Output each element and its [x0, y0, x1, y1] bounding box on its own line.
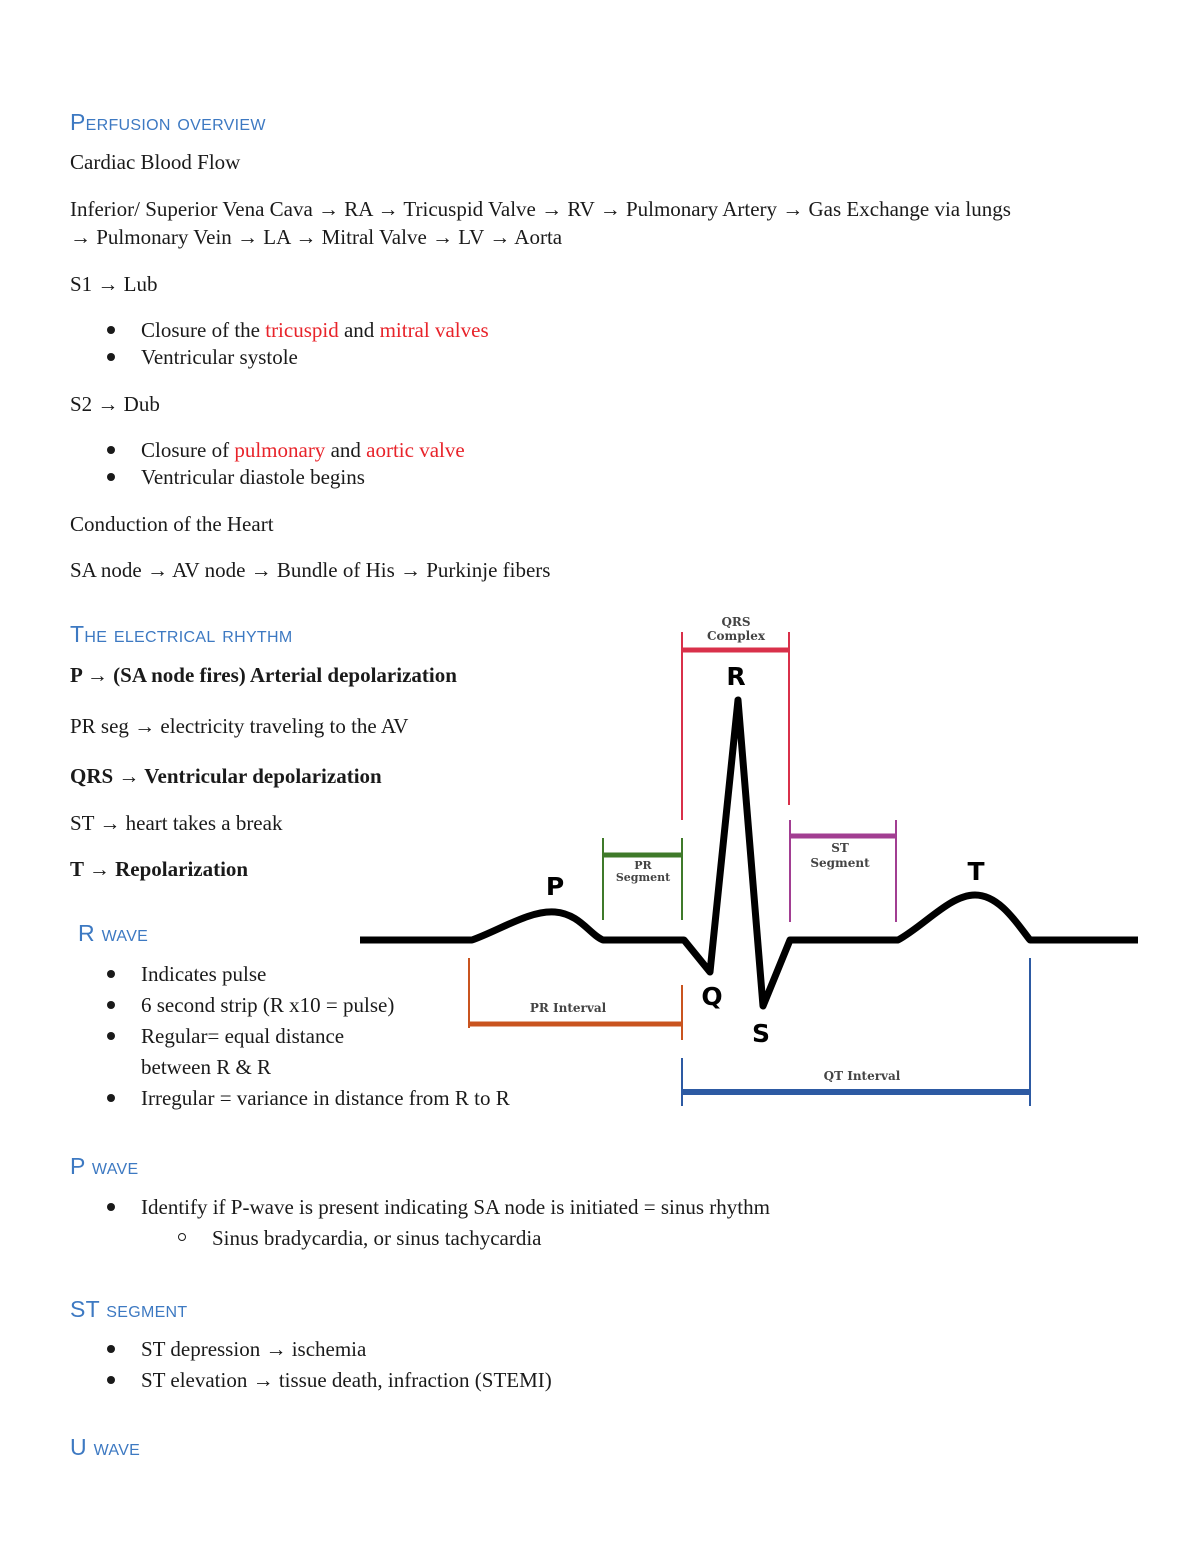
heading-perfusion-overview: Perfusion overview — [70, 109, 266, 135]
q-wave-letter: Q — [701, 982, 723, 1011]
s-wave-letter: S — [751, 1019, 771, 1048]
pr-segment-label-2: Segment — [615, 871, 671, 884]
r-wave-bullet-2: 6 second strip (R x10 = pulse) — [141, 993, 395, 1017]
s2-bullet-diastole: Ventricular diastole begins — [141, 465, 365, 489]
ecg-trace-line — [360, 700, 1138, 1006]
heading-st-segment: ST segment — [70, 1296, 188, 1322]
aortic-valve-highlight: aortic valve — [366, 438, 465, 462]
st-segment-label-1: ST — [831, 841, 849, 855]
rhythm-pr: PR seg → electricity traveling to the AV — [70, 714, 409, 738]
s2-and-text: and — [325, 438, 367, 462]
t-wave-letter: T — [967, 857, 985, 886]
qrs-complex-label-2: Complex — [707, 629, 765, 643]
s2-heading: S2 → Dub — [70, 392, 160, 416]
s1-bullet-systole: Ventricular systole — [141, 345, 298, 369]
p-wave-bullet-1: Identify if P-wave is present indicating SA node is initiated = sinus rhythm — [141, 1195, 770, 1219]
r-wave-bullet-4: Irregular = variance in distance from R to R — [141, 1086, 510, 1110]
qrs-complex-label-1: QRS — [721, 615, 751, 629]
rhythm-st: ST → heart takes a break — [70, 811, 283, 835]
s2-closure-text: Closure of — [141, 438, 235, 462]
s1-closure-text: Closure of the — [141, 318, 266, 342]
qt-interval-label: QT Interval — [823, 1069, 901, 1083]
blood-flow-path-line2: → Pulmonary Vein → LA → Mitral Valve → LV → Aorta — [70, 225, 563, 249]
cardiac-blood-flow-title: Cardiac Blood Flow — [70, 150, 241, 174]
s1-and-text: and — [338, 318, 380, 342]
s1-heading: S1 → Lub — [70, 272, 158, 296]
blood-flow-path-line1: Inferior/ Superior Vena Cava → RA → Tricuspid Valve → RV → Pulmonary Artery → Gas Exchange via lungs — [70, 197, 1011, 221]
p-wave-sub-bullet: Sinus bradycardia, or sinus tachycardia — [212, 1226, 542, 1250]
heading-electrical-rhythm: The electrical rhythm — [70, 621, 293, 647]
r-wave-letter: R — [726, 662, 746, 691]
heading-p-wave: P wave — [70, 1153, 139, 1179]
r-wave-bullet-3-cont: between R & R — [141, 1055, 272, 1079]
r-wave-bullet-1: Indicates pulse — [141, 962, 267, 986]
pr-segment-label-1: PR — [634, 859, 652, 872]
rhythm-p: P → (SA node fires) Arterial depolarization — [70, 663, 457, 687]
heading-u-wave: U wave — [70, 1434, 141, 1460]
tricuspid-highlight: tricuspid — [265, 318, 339, 342]
mitral-valves-highlight: mitral valves — [379, 318, 489, 342]
conduction-path: SA node → AV node → Bundle of His → Purkinje fibers — [70, 558, 551, 582]
conduction-title: Conduction of the Heart — [70, 512, 274, 536]
r-wave-bullet-3: Regular= equal distance — [141, 1024, 345, 1048]
st-bullet-2: ST elevation → tissue death, infraction (STEMI) — [141, 1368, 552, 1392]
pulmonary-highlight: pulmonary — [234, 438, 326, 462]
pr-interval-label: PR Interval — [529, 1001, 607, 1015]
rhythm-qrs: QRS → Ventricular depolarization — [70, 764, 382, 788]
rhythm-t: T → Repolarization — [70, 857, 249, 881]
st-segment-label-2: Segment — [810, 856, 870, 870]
p-wave-letter: P — [545, 872, 565, 901]
st-bullet-1: ST depression → ischemia — [141, 1337, 367, 1361]
heading-r-wave: R wave — [78, 920, 149, 946]
